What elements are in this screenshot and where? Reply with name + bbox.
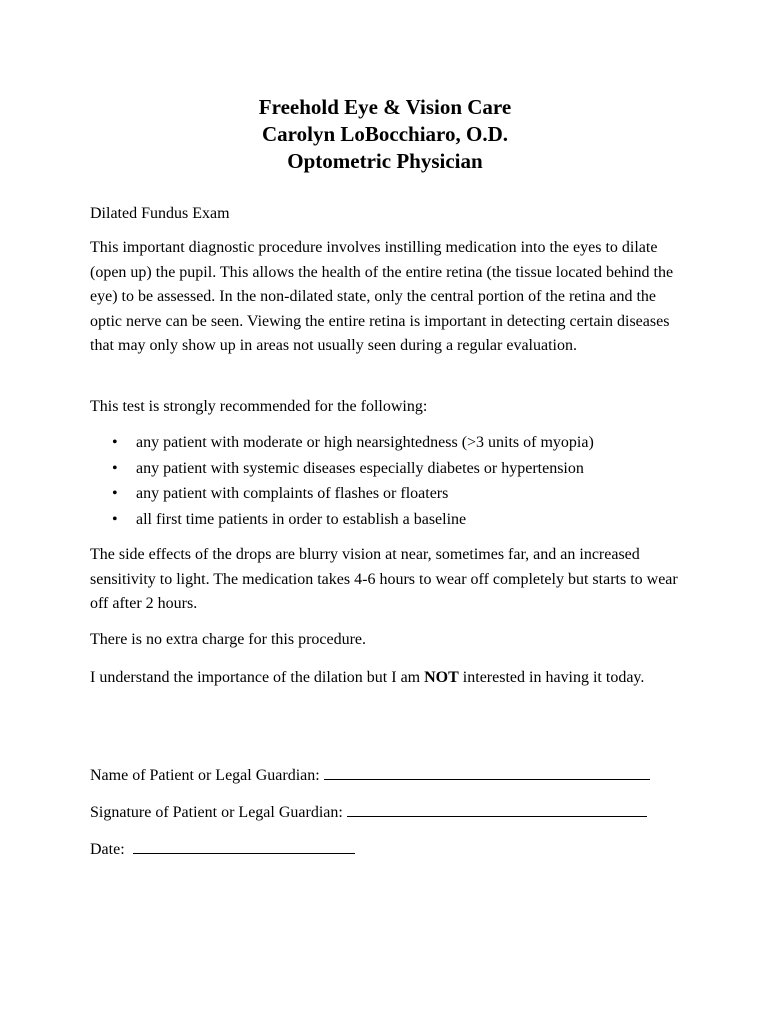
list-item-text: any patient with complaints of flashes or floaters (136, 485, 449, 502)
procedure-description: This important diagnostic procedure involves instilling medication into the eyes to dilate (open up) the pupil. This allows the health of the entire retina (the tissue located behind the eye) to be assessed. In the non-dilated state, only the central portion of the retina and the optic nerve can be seen. Viewing the entire retina is important in detecting certain diseases that may only show up in areas not usually seen during a regular evaluation. (90, 239, 674, 354)
doctor-title: Optometric Physician (287, 149, 483, 173)
letterhead (0, 94, 770, 175)
list-item (90, 481, 690, 507)
date-blank[interactable] (133, 839, 355, 854)
list-item-text: any patient with systemic diseases especially diabetes or hypertension (136, 459, 584, 477)
patient-name-blank[interactable] (324, 765, 650, 780)
no-charge-paragraph: There is no extra charge for this procedure. (90, 631, 367, 648)
patient-name-field (90, 765, 710, 785)
list-item-text: any patient with moderate or high nearsightedness (>3 units of myopia) (136, 434, 594, 451)
date-label: Date: (90, 841, 125, 858)
practice-name: Freehold Eye & Vision Care (258, 95, 512, 119)
patient-name-label: Name of Patient or Legal Guardian: (90, 767, 320, 784)
bullet-icon: • (112, 434, 118, 451)
recommendation-lead: This test is strongly recommended for the following: (90, 398, 428, 415)
bullet-icon: • (112, 485, 118, 502)
list-item (90, 456, 690, 482)
section-title: Dilated Fundus Exam (90, 205, 230, 222)
patient-signature-field (90, 802, 710, 822)
patient-signature-blank[interactable] (347, 802, 647, 817)
doctor-name: Carolyn LoBocchiaro, O.D. (262, 122, 508, 146)
side-effects-paragraph: The side effects of the drops are blurry vision at near, sometimes far, and an increased sensitivity to light. The medication takes 4-6 hours to wear off completely but starts to wear off after 2 hours. (90, 546, 678, 612)
list-item (90, 507, 690, 533)
recommendation-list (90, 430, 690, 532)
date-field (90, 839, 710, 859)
list-item-text: all first time patients in order to establish a baseline (136, 510, 467, 528)
patient-signature-label: Signature of Patient or Legal Guardian: (90, 804, 343, 821)
decline-emphasis: NOT (424, 669, 459, 686)
bullet-icon: • (112, 459, 118, 477)
decline-text-end: interested in having it today. (458, 669, 645, 686)
list-item (90, 430, 690, 456)
bullet-icon: • (112, 510, 118, 528)
decline-statement (90, 666, 690, 691)
decline-text-start: I understand the importance of the dilation but I am (90, 669, 425, 686)
